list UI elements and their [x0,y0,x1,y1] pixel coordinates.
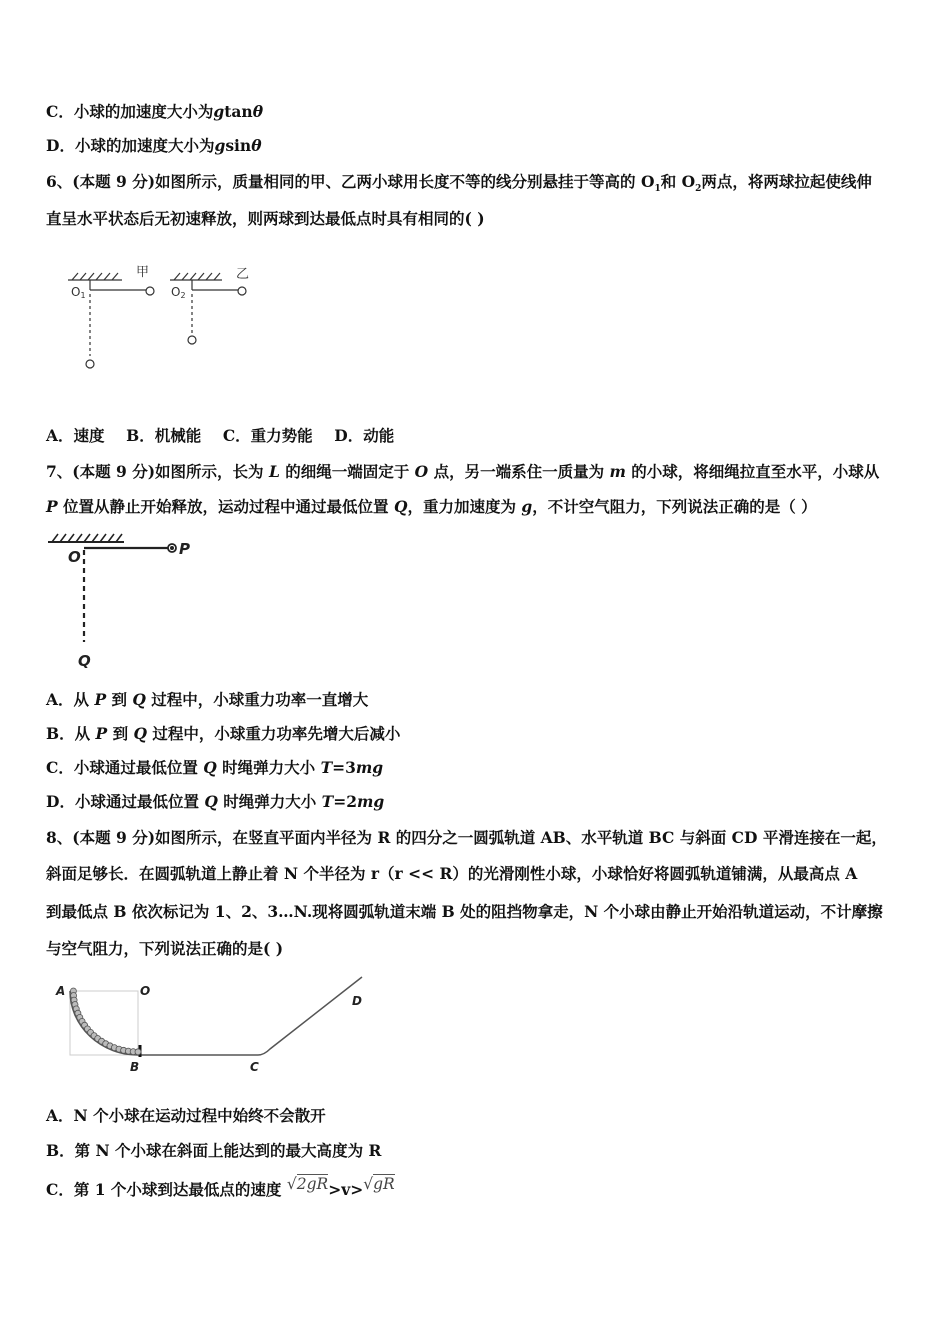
question-score-tag: (本题 9 分) [72,172,156,191]
q7-option-d [46,792,384,812]
label-d: D [352,994,362,1008]
ball-p-center [171,547,173,549]
q7-option-b [46,724,400,744]
var-q: Q [393,497,408,516]
slope-cd [258,977,362,1055]
var-t: T [321,792,334,811]
q6-stem-line1 [46,172,872,199]
label-b: B [130,1060,140,1074]
option-text: 到 [106,690,133,709]
option-text: 小球通过最低位置 [73,758,204,777]
formula-eq: =3 [332,758,356,777]
question-number: 6、 [46,172,73,191]
q8-option-c [46,1175,395,1200]
subscript: 1 [654,184,661,195]
label-c: C [250,1060,259,1074]
q6-option-a: A．速度 [46,426,105,445]
inequality: >v> [328,1180,364,1199]
q8-figure [54,975,374,1075]
stem-text: 点，另一端系住一质量为 [428,462,610,481]
q7-option-a [46,690,368,710]
stem-text: ，不计空气阻力，下列说法正确的是（ ） [532,497,817,516]
stem-text: 如图所示，在竖直平面内半径为 R 的四分之一圆弧轨道 AB、水平轨道 BC 与斜面 CD 平滑连接在一起， [155,828,887,847]
stem-text: 如图所示，长为 [155,462,269,481]
option-label: D． [46,792,75,811]
var-p: P [95,724,108,743]
q6-option-d: D．动能 [334,426,395,445]
formula-theta: θ [252,102,264,121]
ceiling-hatch [52,534,122,542]
formula-theta: θ [251,136,262,155]
var-g: g [521,497,533,516]
label-o2: O2 [171,285,186,300]
stem-text: 两点，将两球拉起使线伸 [701,172,872,191]
label-o1: O1 [71,285,86,300]
hatch-left [72,273,118,280]
label-o: O [140,984,151,998]
option-text: 从 [73,690,95,709]
point-o1: O [640,172,655,191]
option-text: 过程中，小球重力功率先增大后减小 [146,724,401,743]
option-label: C． [46,758,74,777]
q8-stem-line3: 到最低点 B 依次标记为 1、2、3…N.现将圆弧轨道末端 B 处的阻挡物拿走，N 个小球由静止开始沿轨道运动，不计摩擦 [46,902,883,921]
option-text: 过程中，小球重力功率一直增大 [145,690,369,709]
var-o: O [414,462,429,481]
label-yi: 乙 [236,267,250,282]
label-a: A [56,984,66,998]
q7-stem-line1 [46,462,879,482]
q5-option-d [46,136,262,156]
option-label: B． [46,724,75,743]
var-q: Q [203,758,217,777]
sqrt-gr: √gR [363,1175,395,1193]
option-text: 时绳弹力大小 [216,758,321,777]
q8-option-b: B．第 N 个小球在斜面上能达到的最大高度为 R [46,1141,382,1160]
stem-text: 位置从静止开始释放，运动过程中通过最低位置 [57,497,394,516]
q7-figure [46,530,206,675]
point-o2: O [681,172,696,191]
q6-figure [60,258,260,378]
var-t: T [320,758,333,777]
option-label: D． [46,136,75,155]
option-text: 小球通过最低位置 [74,792,205,811]
ball-jia-bottom [86,360,94,368]
option-text: 小球的加速度大小为 [74,136,215,155]
sqrt-2gr: √2gR [286,1175,329,1193]
label-p: P [179,540,190,558]
label-o: O [68,548,81,566]
q8-stem-line4: 与空气阻力，下列说法正确的是( ) [46,939,284,958]
q6-stem-line2: 直呈水平状态后无初速释放，则两球到达最低点时具有相同的( ) [46,209,485,228]
q8-option-a: A．N 个小球在运动过程中始终不会散开 [46,1106,326,1125]
var-mg: mg [357,792,385,811]
var-l: L [268,462,280,481]
option-text: 时绳弹力大小 [217,792,322,811]
option-label: A． [46,690,74,709]
hatch-right [174,273,220,280]
stem-text: 的小球，将细绳拉直至水平，小球从 [625,462,880,481]
formula-g: g [213,102,225,121]
ball-chain [70,988,141,1055]
formula-tan: tan [224,102,253,121]
question-number: 7、 [46,462,73,481]
q8-stem-line1 [46,828,887,848]
option-text: 第 1 个小球到达最低点的速度 [73,1180,282,1199]
var-p: P [46,497,58,516]
option-text: 到 [107,724,134,743]
var-m: m [609,462,626,481]
q7-option-c [46,758,383,778]
q6-options [46,426,394,446]
var-p: P [94,690,107,709]
formula-eq: =2 [333,792,357,811]
question-score-tag: (本题 9 分) [72,828,156,847]
option-text: 从 [74,724,96,743]
var-mg: mg [355,758,384,777]
ball-yi-bottom [188,336,196,344]
formula-sin: sin [225,136,252,155]
ball-jia-horizontal [146,287,154,295]
formula-g: g [214,136,226,155]
q8-stem-line2: 斜面足够长．在圆弧轨道上静止着 N 个半径为 r（r << R）的光滑刚性小球，小球恰好将圆弧轨道铺满，从最高点 A [46,864,858,883]
q5-option-c [46,102,263,122]
var-q: Q [132,690,146,709]
stem-text: 如图所示，质量相同的甲、乙两小球用长度不等的线分别悬挂于等高的 [155,172,641,191]
var-q: Q [133,724,147,743]
small-ball [135,1049,141,1055]
stem-text: 的细绳一端固定于 [279,462,415,481]
stem-text: ，重力加速度为 [407,497,522,516]
q6-option-b: B．机械能 [126,426,202,445]
q6-option-c: C．重力势能 [222,426,313,445]
option-text: 小球的加速度大小为 [73,102,214,121]
label-jia: 甲 [136,265,150,280]
option-label: C． [46,1180,74,1199]
label-q: Q [78,652,91,670]
subscript: 2 [695,184,702,195]
var-q: Q [204,792,218,811]
q7-stem-line2 [46,497,817,517]
question-score-tag: (本题 9 分) [72,462,156,481]
ball-yi-horizontal [238,287,246,295]
stem-text: 和 [660,172,682,191]
question-number: 8、 [46,828,73,847]
option-label: C． [46,102,74,121]
